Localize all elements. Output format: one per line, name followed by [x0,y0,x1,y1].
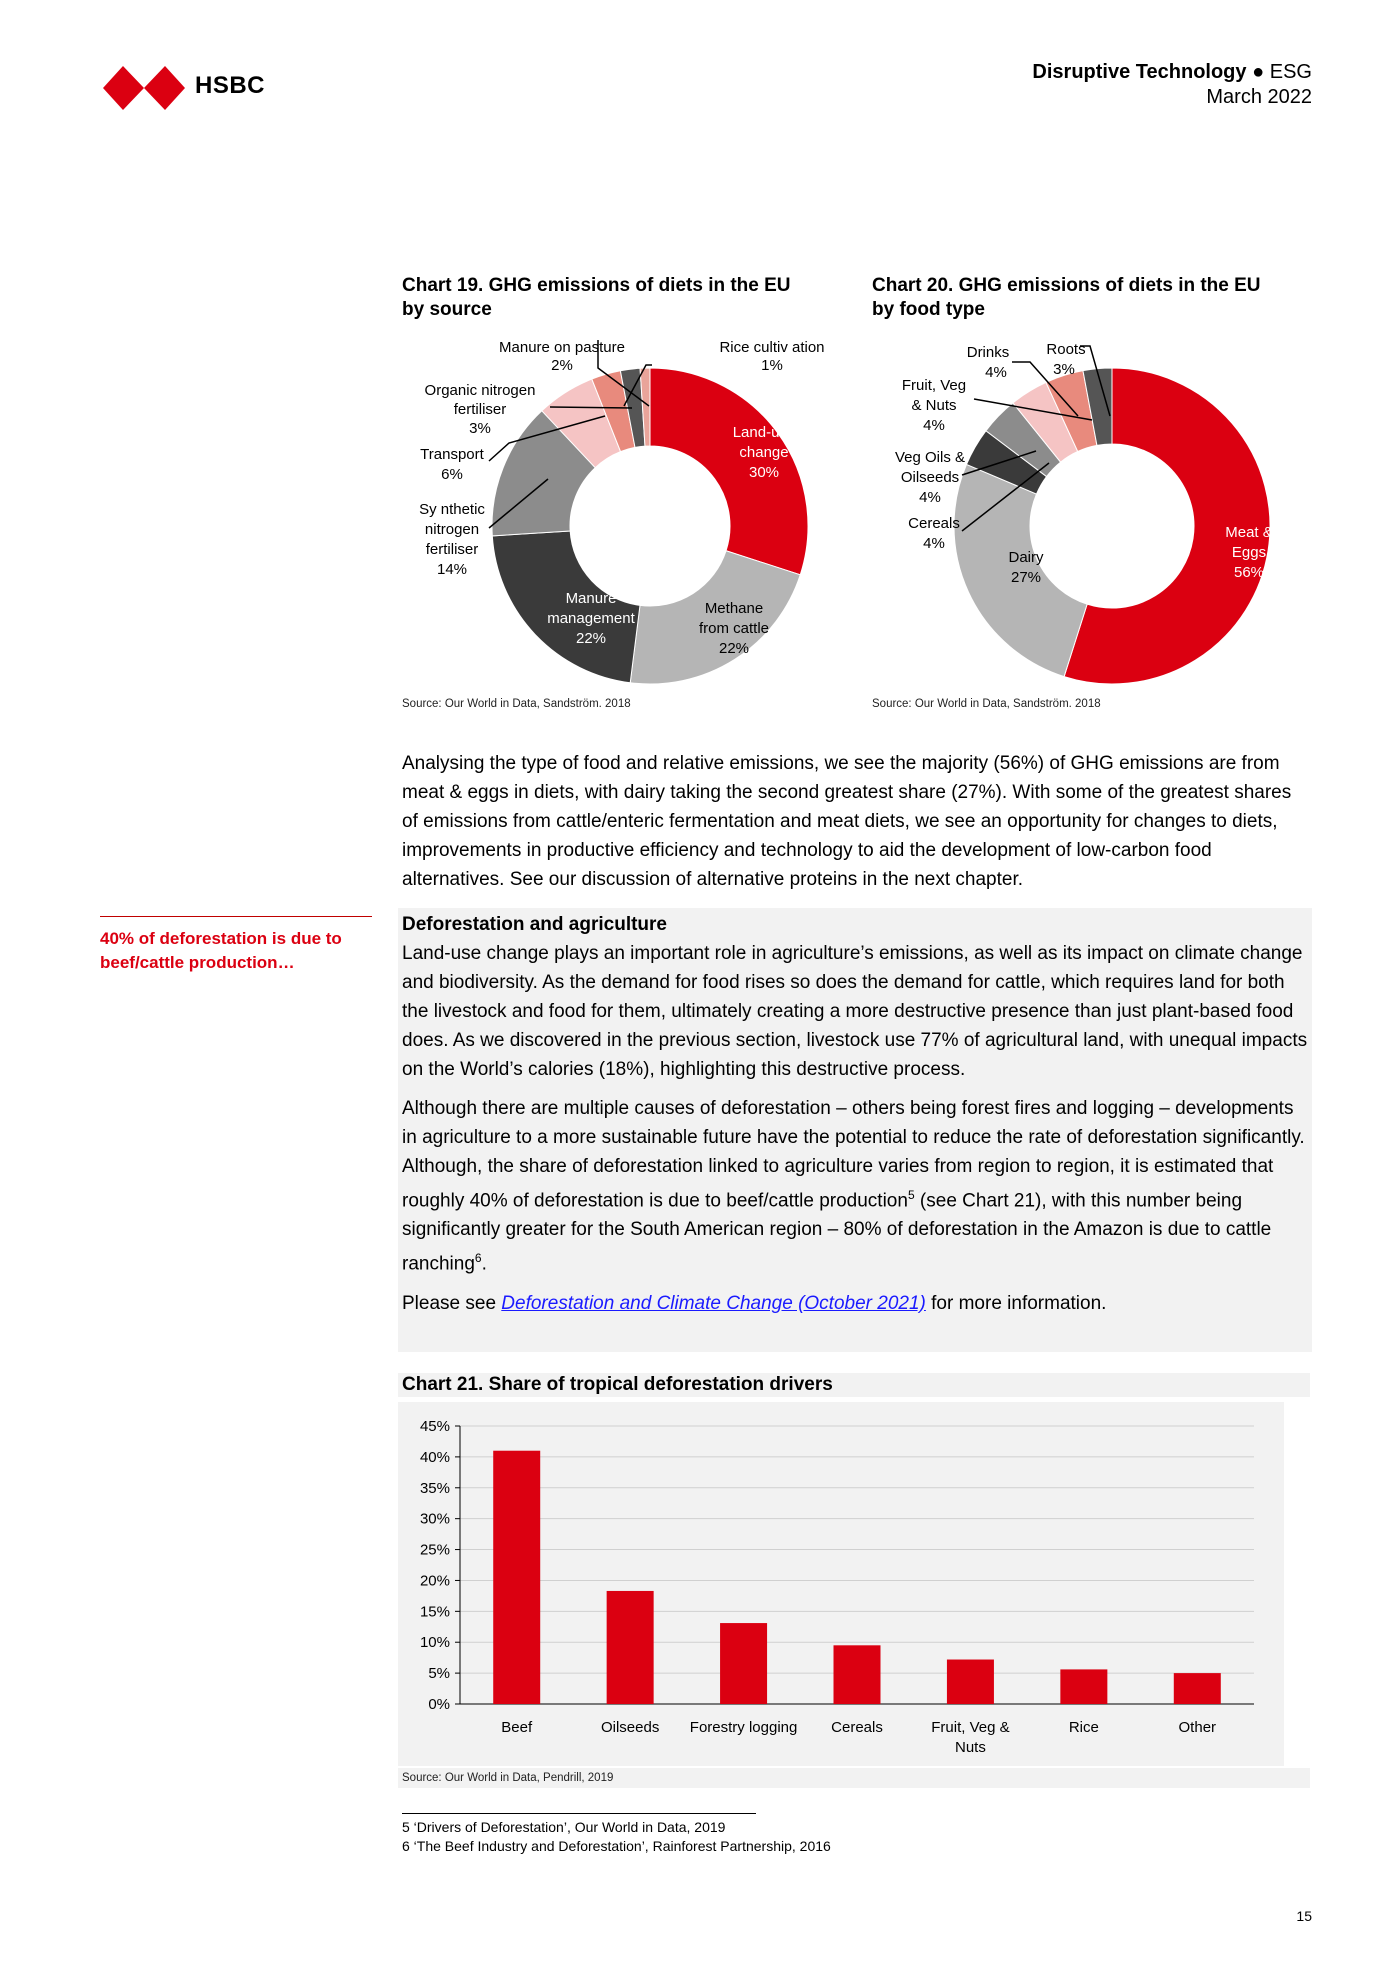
hsbc-logo [103,62,273,114]
chart19-label-organic: Organic nitrogen fertiliser 3% [424,382,536,437]
report-date: March 2022 [1206,86,1312,108]
footnote-divider [402,1813,756,1814]
chart21-ytick-label: 35% [419,1479,450,1497]
footnote-ref-5[interactable]: 5 [907,1188,915,1202]
chart20-title-line2: by food type [872,299,985,320]
side-note: 40% of deforestation is due to beef/cattle production… [100,916,372,975]
chart21-bar-forestry-logging [720,1623,767,1704]
chart19-label-rice: Rice cultiv ation 1% [719,339,825,374]
chart21-ytick-label: 10% [419,1634,450,1652]
chart20-label-fruit: Fruit, Veg & Nuts 4% [901,377,967,434]
chart21-xlabel-rice: Rice [1068,1719,1099,1736]
report-title: Disruptive Technology [1032,61,1247,83]
chart21-bar-chart [398,1402,1284,1766]
chart21-source: Source: Our World in Data, Pendrill, 2019 [398,1768,1310,1788]
chart21-bar-fruit-veg-nuts [947,1660,994,1704]
chart21-xlabel-fruit-veg-nuts: Fruit, Veg & Nuts [931,1719,1010,1756]
chart21-ytick-label: 25% [419,1541,450,1559]
chart20-label-cereals: Cereals 4% [908,515,960,552]
chart20-donut [872,328,1322,698]
chart21-ytick-label: 5% [428,1665,450,1683]
chart20-source: Source: Our World in Data, Sandström. 2018 [872,698,1101,710]
para2-text-b: (see Chart 21), with this number being significantly greater for the South American region – 80% of deforestation in the Amazon is due to cattle ranching [402,1190,1272,1275]
chart20-title [872,274,1322,322]
page-number: 15 [1296,1908,1312,1924]
chart21-xlabel-oilseeds: Oilseeds [600,1719,660,1736]
chart19-source: Source: Our World in Data, Sandström. 2018 [402,698,631,710]
chart21-ytick-label: 0% [428,1696,450,1713]
chart19-title-line1: Chart 19. GHG emissions of diets in the EU [402,275,791,296]
chart19-title-line2: by source [402,299,492,320]
paragraph-deforestation-causes [402,1094,1308,1279]
footnote-ref-6[interactable]: 6 [474,1251,482,1266]
report-header [1032,60,1312,110]
chart19-slice-methane-from-cattle [630,551,800,684]
deforestation-report-link[interactable]: Deforestation and Climate Change (October 2021) [501,1292,926,1314]
chart21-ytick-label: 20% [419,1572,450,1590]
chart20-label-drinks: Drinks 4% [966,344,1010,381]
chart21-ytick-label: 30% [419,1510,450,1528]
chart21-bar-cereals [834,1645,881,1704]
chart21-xlabel-beef: Beef [501,1719,533,1736]
report-topic: ESG [1269,61,1312,83]
intro-paragraph: Analysing the type of food and relative emissions, we see the majority (56%) of GHG emissions are from meat & eggs in diets, with dairy taking the second greatest share (27%). With some of the greatest shares of emissions from cattle/enteric fermentation and meat diets, we see an opportunity for changes to diets, improvements in productive efficiency and technology to aid the development of low-carbon food alternatives. See our discussion of alternative proteins in the next chapter. [402,753,1292,890]
chart21-bar-oilseeds [607,1591,654,1704]
chart21-title: Chart 21. Share of tropical deforestation drivers [398,1373,1310,1397]
chart20-label-dairy: Dairy 27% [1008,549,1044,586]
chart19-label-transport: Transport 6% [420,446,484,483]
chart21-bar-beef [493,1451,540,1704]
chart20-title-line1: Chart 20. GHG emissions of diets in the EU [872,275,1261,296]
chart21-xlabel-other: Other [1178,1719,1217,1736]
chart21-xlabel-forestry-logging: Forestry logging [689,1719,798,1736]
chart19-label-manure-mgmt: Manure management 22% [547,590,635,647]
chart19-title [402,274,852,322]
chart19-label-synthetic: Sy nthetic nitrogen fertiliser 14% [419,501,485,578]
chart21-bar-other [1174,1673,1221,1704]
chart21-ytick-label: 45% [419,1418,450,1435]
para2-text-a: Although there are multiple causes of deforestation – others being forest fires and logging – developments in agriculture to a more sustainable future have the potential to reduce the rate of deforestation significantly. Although, the share of deforestation linked to agriculture varies from region to region, it is estimated that roughly 40% of deforestation is due to beef/cattle production [402,1098,1305,1212]
para3-text-a: Please see [402,1292,502,1314]
brand-name: HSBC [195,72,266,99]
chart20-label-vegoils: Veg Oils & Oilseeds 4% [894,449,966,506]
chart21-xlabel-cereals: Cereals [831,1719,883,1736]
para2-text-c: . [481,1253,487,1275]
chart21-ytick-label: 40% [419,1448,450,1466]
footnote-5: 5 ‘Drivers of Deforestation’, Our World in Data, 2019 [402,1819,726,1835]
chart19-label-methane: Methane from cattle 22% [698,600,770,657]
hsbc-hexagon-icon [103,62,185,114]
chart20-label-roots: Roots 3% [1046,341,1086,378]
section-heading: Deforestation and agriculture [402,914,667,935]
chart21-bar-rice [1060,1669,1107,1704]
bullet-glyph: ● [1252,61,1265,83]
paragraph-see-also [402,1289,1308,1318]
chart19-label-manure-pasture: Manure on pasture 2% [499,339,625,374]
chart19-slice-land-use-change [650,368,808,575]
chart19-donut [402,328,842,698]
deforestation-section [398,908,1312,1352]
para3-text-b: for more information. [925,1292,1107,1314]
paragraph-land-use: Land-use change plays an important role in agriculture’s emissions, as well as its impact on climate change and biodiversity. As the demand for food rises so does the demand for cattle, which requires land for both the livestock and food for them, ultimately creating a more destructive presence than just plant-based food does. As we discovered in the previous section, livestock use 77% of agricultural land, with unequal impacts on the World’s calories (18%), highlighting this destructive process. [402,943,1308,1080]
footnote-6: 6 ‘The Beef Industry and Deforestation’, Rainforest Partnership, 2016 [402,1838,831,1854]
chart20-label-meat: Meat & Eggs 56% [1225,524,1273,581]
chart19-label-landuse: Land-use change 30% [732,424,796,481]
chart21-ytick-label: 15% [419,1603,450,1621]
